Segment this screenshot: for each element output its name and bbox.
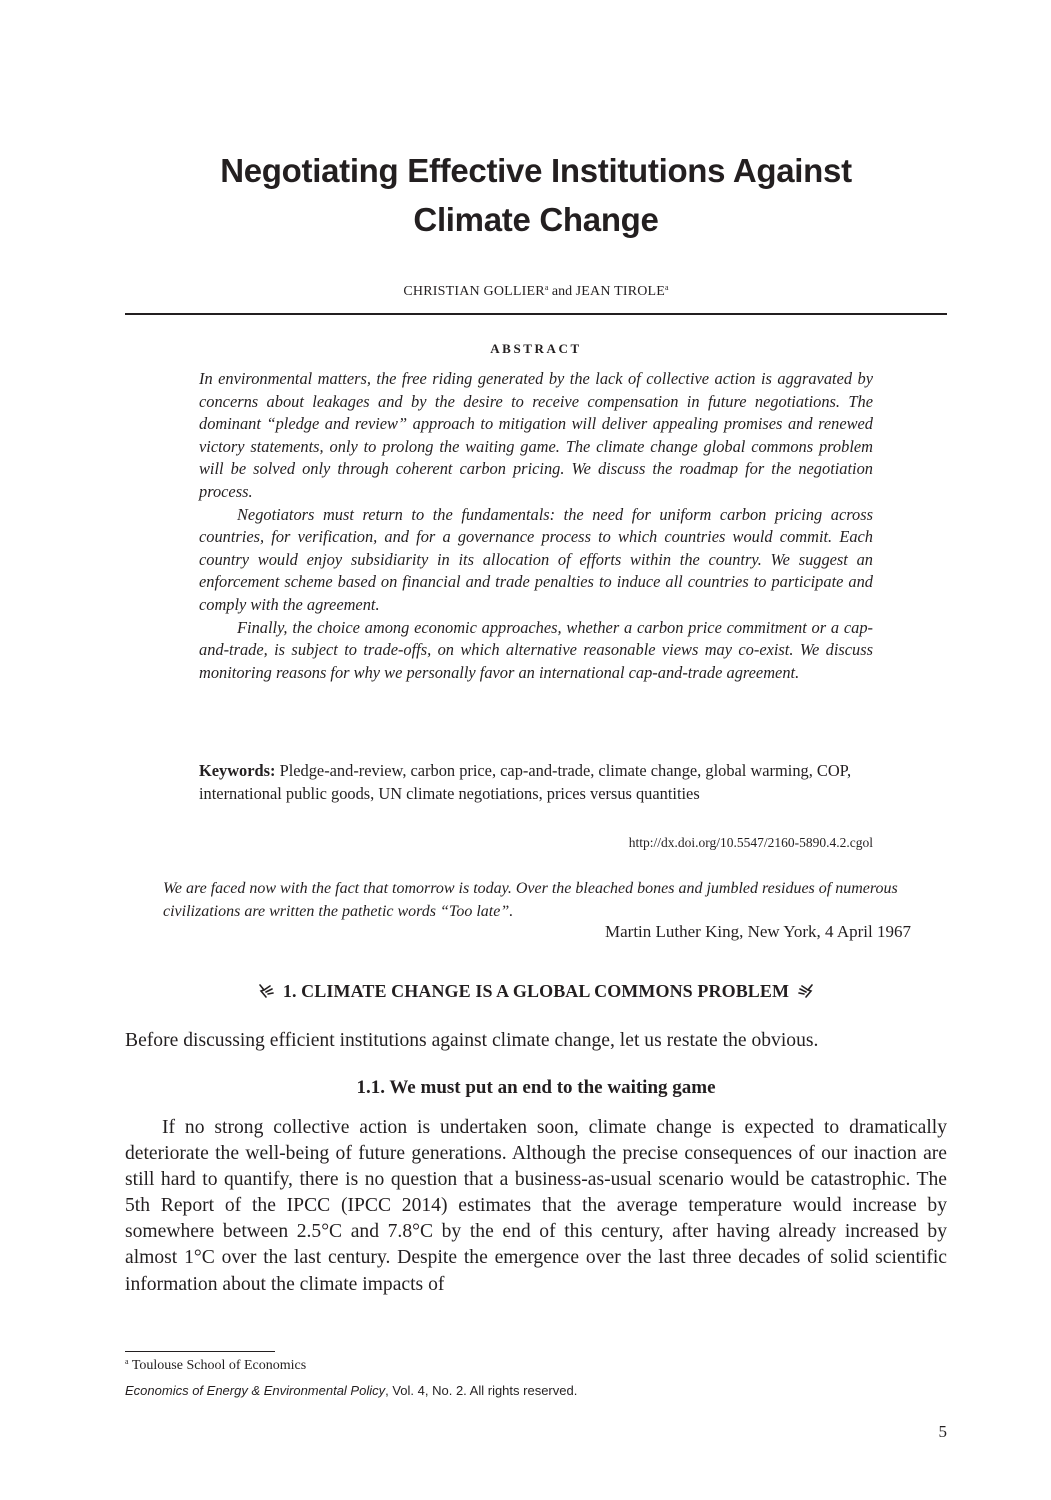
subsection-heading: 1.1. We must put an end to the waiting game xyxy=(356,1077,716,1098)
author-conjunction: and xyxy=(551,284,573,299)
footnote xyxy=(125,1357,306,1374)
epigraph-quote: We are faced now with the fact that tomorrow is today. Over the bleached bones and jumbled residues of numerous civilizations are written the pathetic words “Too late”. xyxy=(163,880,898,920)
section-intro: Before discussing efficient institutions against climate change, let us restate the obvious. xyxy=(125,1030,819,1051)
journal-name: Economics of Energy & Environmental Policy xyxy=(125,1383,386,1398)
fleuron-right-icon xyxy=(798,984,814,998)
author-name: CHRISTIAN GOLLIER xyxy=(403,284,545,299)
abstract-paragraph: Finally, the choice among economic approaches, whether a carbon price commitment or a cap-and-trade, is subject to trade-offs, on which alternative reasonable views may co-exist. We discuss monitoring reasons for why we personally favor an international cap-and-trade agreement. xyxy=(199,617,873,682)
doi-link[interactable]: http://dx.doi.org/10.5547/2160-5890.4.2.cgol xyxy=(628,835,873,850)
abstract-paragraph: In environmental matters, the free riding generated by the lack of collective action is aggravated by concerns about leakages and by the desire to receive compensation in future negotiations. The dominant “pledge and review” approach to mitigation will deliver appealing promises and renewed victory statements, only to prolong the waiting game. The climate change global commons problem will be solved only through coherent carbon pricing. We discuss the roadmap for the negotiation process. xyxy=(199,369,873,501)
author-line xyxy=(125,283,947,300)
abstract-body xyxy=(199,368,873,684)
header-rule xyxy=(125,313,947,315)
section-heading-text: 1. CLIMATE CHANGE IS A GLOBAL COMMONS PROBLEM xyxy=(282,981,790,1001)
abstract-heading: ABSTRACT xyxy=(490,341,582,356)
abstract-paragraph: Negotiators must return to the fundamentals: the need for uniform carbon pricing across countries, for verification, and for a governance process to which countries would commit. Each country would enjoy subsidiarity in its allocation of efforts within the country. We suggest an enforcement scheme based on financial and trade penalties to induce all countries to participate and comply with the agreement. xyxy=(199,504,873,614)
footnote-mark: a xyxy=(125,1357,129,1366)
body-paragraph: If no strong collective action is undertaken soon, climate change is expected to dramatically deteriorate the well-being of future generations. Although the precise consequences of our inaction are still hard to quantify, there is no question that a business-as-usual scenario would be catastrophic. The 5th Report of the IPCC (IPCC 2014) estimates that the average temperature would increase by somewhere between 2.5°C and 7.8°C by the end of this century, after having already increased by almost 1°C over the last century. Despite the emergence over the last three decades of solid scientific information about the climate impacts of xyxy=(125,1117,947,1295)
affiliation-mark: a xyxy=(544,283,549,292)
author-name: JEAN TIROLE xyxy=(575,284,666,299)
footnote-text: Toulouse School of Economics xyxy=(131,1358,307,1373)
keywords xyxy=(199,760,873,805)
fleuron-left-icon xyxy=(258,984,274,998)
keywords-text: Pledge-and-review, carbon price, cap-and-trade, climate change, global warming, COP, international public goods, UN climate negotiations, prices versus quantities xyxy=(199,761,852,803)
paper-title xyxy=(125,146,947,244)
epigraph-attribution: Martin Luther King, New York, 4 April 1967 xyxy=(605,922,911,941)
affiliation-mark: a xyxy=(665,283,669,292)
section-heading xyxy=(125,981,947,1002)
paper-title-line-2: Climate Change xyxy=(413,201,659,238)
keywords-label: Keywords: xyxy=(199,761,276,780)
journal-citation xyxy=(125,1383,577,1398)
page-number: 5 xyxy=(938,1422,947,1441)
paper-title-line-1: Negotiating Effective Institutions Against xyxy=(220,152,852,189)
journal-details: , Vol. 4, No. 2. All rights reserved. xyxy=(385,1383,578,1398)
footnote-rule xyxy=(125,1351,275,1352)
